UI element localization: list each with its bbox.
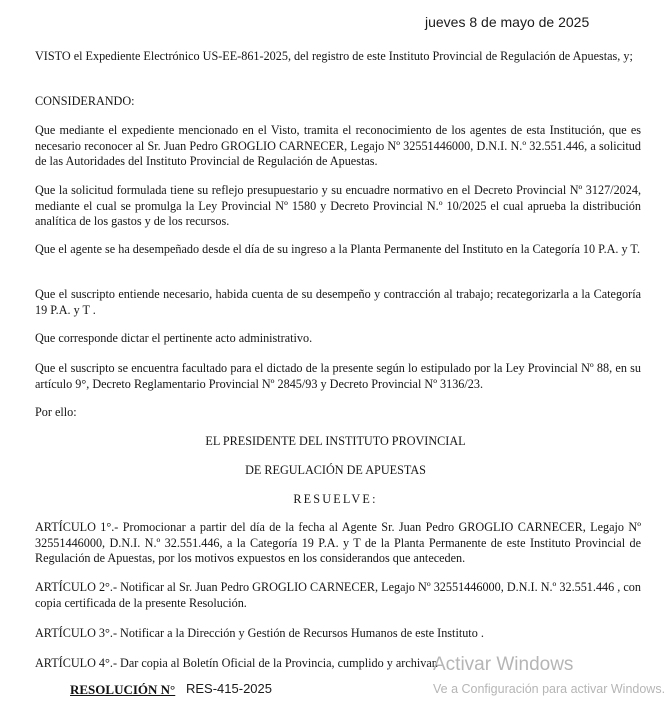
considerando-heading: CONSIDERANDO: bbox=[35, 94, 135, 108]
resolucion-label: RESOLUCIÓN N° bbox=[70, 682, 176, 697]
authority-line-1: EL PRESIDENTE DEL INSTITUTO PROVINCIAL bbox=[205, 434, 466, 448]
considerando-paragraph-6: Que el suscripto se encuentra facultado para el dictado de la presente según lo estipulado por la Ley Provincial Nº 88, en su artículo 9°, Decreto Reglamentario Provincial Nº 2845/93 y Decreto Provincial Nº 3136/23. bbox=[35, 361, 641, 391]
articulo-2: ARTÍCULO 2°.- Notificar al Sr. Juan Pedro GROGLIO CARNECER, Legajo Nº 32551446000, D.N.I. N.º 32.551.446 , con copia certificada de la presente Resolución. bbox=[35, 580, 641, 610]
articulo-3: ARTÍCULO 3°.- Notificar a la Dirección y Gestión de Recursos Humanos de este Instituto . bbox=[35, 626, 484, 640]
considerando-paragraph-2: Que la solicitud formulada tiene su reflejo presupuestario y su encuadre normativo en el Decreto Provincial Nº 3127/2024, mediante el cual se promulga la Ley Provincial Nº 1580 y Decreto Provincial N.º 10/2025 el cual aprueba la distribución analítica de los gastos y de los recursos. bbox=[35, 183, 641, 229]
authority-line-2: DE REGULACIÓN DE APUESTAS bbox=[245, 463, 426, 477]
considerando-paragraph-5: Que corresponde dictar el pertinente acto administrativo. bbox=[35, 331, 313, 345]
por-ello: Por ello: bbox=[35, 405, 77, 419]
considerando-paragraph-3: Que el agente se ha desempeñado desde el día de su ingreso a la Planta Permanente del Instituto en la Categoría 10 P.A. y T. bbox=[35, 242, 641, 256]
document-date: jueves 8 de mayo de 2025 bbox=[425, 14, 590, 30]
articulo-4: ARTÍCULO 4°.- Dar copia al Boletín Oficial de la Provincia, cumplido y archivar. bbox=[35, 656, 439, 670]
activate-windows-watermark-title: Activar Windows bbox=[433, 654, 574, 675]
resuelve-heading: RESUELVE: bbox=[293, 492, 378, 506]
articulo-1: ARTÍCULO 1°.- Promocionar a partir del día de la fecha al Agente Sr. Juan Pedro GROGLIO CARNECER, Legajo Nº 32551446000, D.N.I. N.º 32.551.446, a la Categoría 19 P.A. y T de la Planta Permanente de este Instituto Provincial de Regulación de Apuestas, por los motivos expuestos en los considerandos que anteceden. bbox=[35, 520, 641, 566]
activate-windows-watermark-subtitle: Ve a Configuración para activar Windows. bbox=[433, 682, 666, 696]
considerando-paragraph-1: Que mediante el expediente mencionado en el Visto, tramita el reconocimiento de los agentes de esta Institución, que es necesario reconocer al Sr. Juan Pedro GROGLIO CARNECER, Legajo Nº 32551446000, D.N.I. N.º 32.551.446, a solicitud de las Autoridades del Instituto Provincial de Regulación de Apuestas. bbox=[35, 123, 641, 169]
visto-paragraph: VISTO el Expediente Electrónico US-EE-861-2025, del registro de este Instituto Provincial de Regulación de Apuestas, y; bbox=[35, 49, 633, 63]
resolucion-number: RES-415-2025 bbox=[186, 681, 272, 696]
considerando-paragraph-4: Que el suscripto entiende necesario, habida cuenta de su desempeño y contracción al trabajo; recategorizarla a la Categoría 19 P.A. y T . bbox=[35, 287, 641, 317]
